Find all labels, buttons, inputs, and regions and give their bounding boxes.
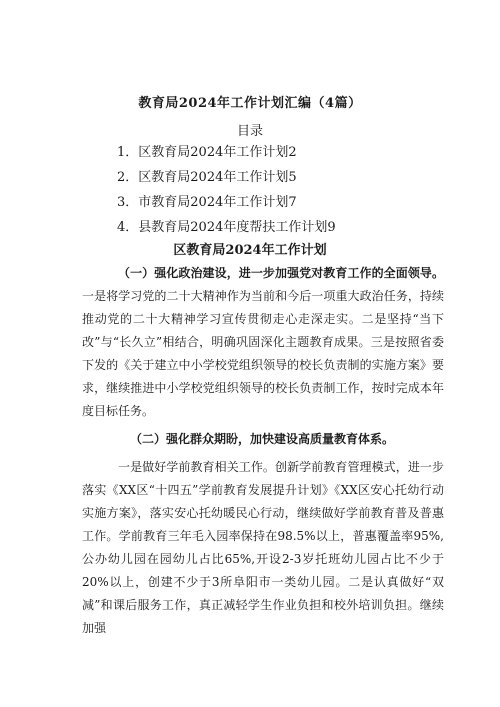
toc-item-3[interactable]: 3．市教育局2024年工作计划7 bbox=[117, 195, 297, 210]
subsection-heading-2: （二）强化群众期盼，加快建设高质量教育体系。 bbox=[130, 432, 395, 446]
paragraph-2-text: 一是做好学前教育相关工作。创新学前教育管理模式，进一步落实《XX区“十四五”学前教育发展提升计划》《XX区安心托幼行动实施方案》，落实安心托幼暖民心行动，继续做好学前教育普及普惠工作。学前教育三年毛入园率保持在98.5%以上，普惠覆盖率95%,公办幼儿园在园幼儿占比65%,开设2-3岁托班幼儿园占比不少于20%以上，创建不少于3所阜阳市一类幼儿园。二是认真做好“双减”和课后服务工作，真正减轻学生作业负担和校外培训负担。继续加强 bbox=[82, 460, 444, 635]
paragraph-2 bbox=[82, 456, 444, 640]
table-of-contents bbox=[117, 143, 336, 243]
paragraph-1 bbox=[82, 262, 444, 423]
toc-item-1[interactable]: 1．区教育局2024年工作计划2 bbox=[117, 145, 297, 160]
toc-heading: 目录 bbox=[236, 124, 263, 139]
document-title: 教育局2024年工作计划汇编（4篇） bbox=[138, 96, 362, 111]
toc-item-2[interactable]: 2．区教育局2024年工作计划5 bbox=[117, 170, 297, 185]
section-title: 区教育局2024年工作计划 bbox=[173, 243, 327, 258]
paragraph-1-lead: （一）强化政治建设，进一步加强党对教育工作的全面领导。 bbox=[118, 266, 444, 280]
paragraph-1-body: 一是将学习党的二十大精神作为当前和今后一项重大政治任务，持续推动党的二十大精神学习宣传贯彻走心走深走实。二是坚持“当下改”与“长久立”相结合，明确巩固深化主题教育成果。三是按照省委下发的《关于建立中小学校党组织领导的校长负责制的实施方案》要求，继续推进中小学校党组织领导的校长负责制工作，按时完成本年度目标任务。 bbox=[82, 289, 444, 418]
toc-item-4[interactable]: 4．县教育局2024年度帮扶工作计划9 bbox=[117, 220, 336, 235]
